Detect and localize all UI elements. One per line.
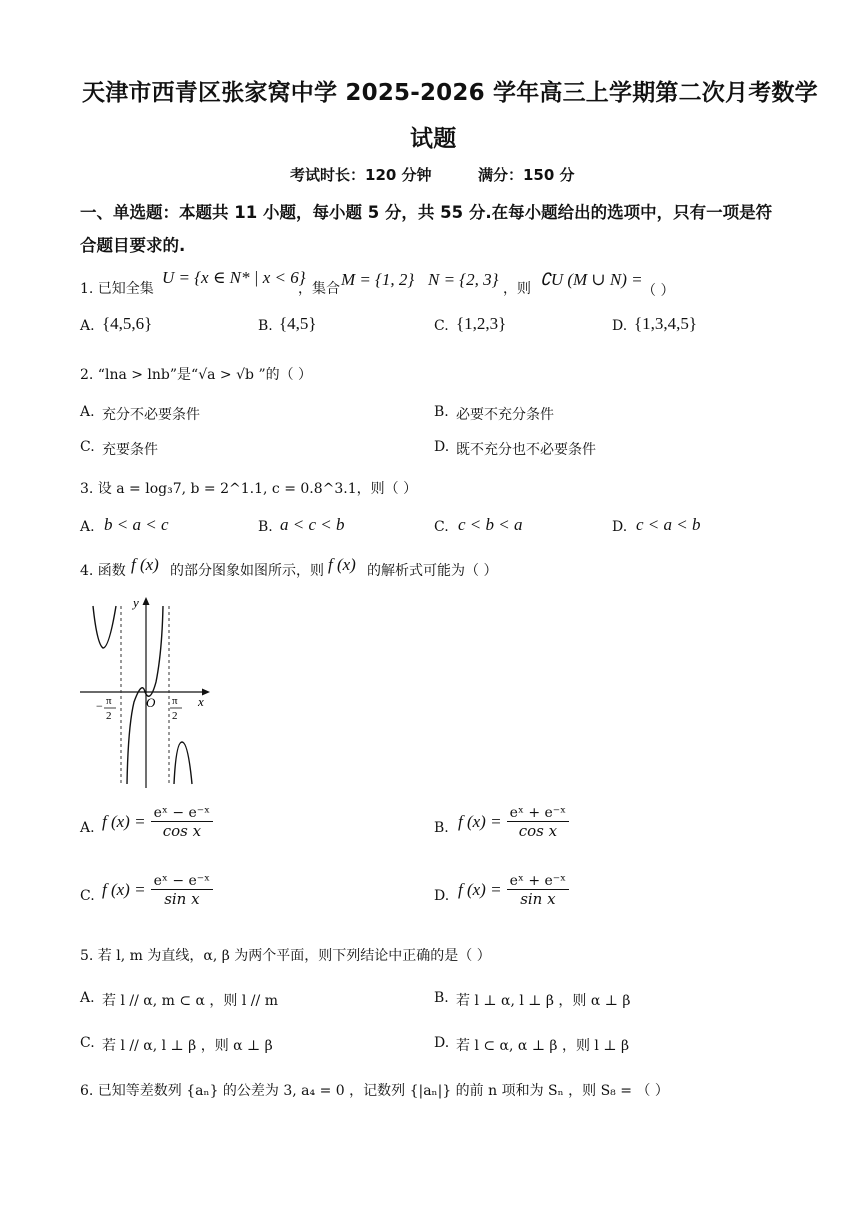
q5-option-d-text: 若 l ⊂ α, α ⊥ β ，则 l ⊥ β [456,1038,630,1054]
q1-option-b-text: {4,5} [279,314,317,333]
q1-stem-prefix: 1. 已知全集 [80,281,154,297]
origin-label: O [146,695,156,710]
q4-option-c-denominator: sin x [151,889,213,908]
right-two-label: 2 [172,710,178,722]
q4-option-c-numerator: eˣ − e⁻ˣ [153,873,211,889]
q3-option-c-text: c < b < a [458,515,523,534]
q3-option-b-label: B. [258,519,273,535]
q4-stem-c: 的解析式可能为（ ） [367,563,498,579]
q1-U-definition: U = {x ∈ N* | x < 6} [162,268,306,287]
q1-option-d-text: {1,3,4,5} [634,314,698,333]
q2-option-b-label: B. [434,404,449,420]
q1-option-b-label: B. [258,318,273,334]
exam-title-line1: 天津市西青区张家窝中学 2025-2026 学年高三上学期第二次月考数学 [82,80,818,106]
q3-option-a-label: A. [80,519,95,535]
q3-option-a-text: b < a < c [104,515,169,534]
q1-option-a-text: {4,5,6} [102,314,153,333]
q5-option-a-text: 若 l // α, m ⊂ α ，则 l // m [102,993,278,1009]
section-header-line2: 合题目要求的. [80,236,186,255]
q4-option-b-numerator: eˣ + e⁻ˣ [509,805,567,821]
q4-option-a-numerator: eˣ − e⁻ˣ [153,805,211,821]
q1-N-definition: N = {2, 3} [428,270,499,289]
q1-expression: ∁U (M ∪ N) = [540,270,643,289]
q2-option-b-text: 必要不充分条件 [456,407,554,423]
q4-option-a-label: A. [80,820,95,836]
q5-option-a-label: A. [80,990,95,1006]
q2-option-a-text: 充分不必要条件 [102,407,200,423]
q1-option-c-label: C. [434,318,449,334]
q3-option-d-text: c < a < b [636,515,701,534]
q4-option-d-lhs: f (x) = [458,880,502,899]
exam-title-line2: 试题 [410,126,457,152]
x-axis-label: x [198,694,204,709]
q4-fx-2: f (x) [328,555,356,574]
q1-tail-text: ，则 [503,281,531,297]
q2-option-c-label: C. [80,439,95,455]
q4-stem-a: 4. 函数 [80,563,126,579]
q4-fx-1: f (x) [131,555,159,574]
exam-duration: 考试时长：120 分钟 [290,166,432,184]
function-graph [76,592,214,788]
q1-option-a-label: A. [80,318,95,334]
left-pi-label: π [106,695,112,707]
q2-option-d-label: D. [434,439,450,455]
q3-option-d-label: D. [612,519,628,535]
q5-option-b-text: 若 l ⊥ α, l ⊥ β ，则 α ⊥ β [456,993,631,1009]
exam-score: 满分：150 分 [478,166,575,184]
q4-option-c-formula [102,873,213,908]
q4-stem-b: 的部分图象如图所示，则 [170,563,324,579]
q4-option-d-formula [458,873,569,908]
q5-option-c-label: C. [80,1035,95,1051]
q1-option-c-text: {1,2,3} [456,314,507,333]
q3-option-b-text: a < c < b [280,515,345,534]
right-pi-label: π [172,695,178,707]
q4-option-b-denominator: cos x [507,821,569,840]
q4-option-d-label: D. [434,888,450,904]
q1-M-definition: M = {1, 2} [341,270,415,289]
y-axis-arrow [143,597,150,605]
q4-option-b-lhs: f (x) = [458,812,502,831]
q4-option-a-denominator: cos x [151,821,213,840]
q4-option-a-lhs: f (x) = [102,812,146,831]
q4-option-a-formula [102,805,213,840]
curve-right-branch [174,742,192,784]
q2-option-c-text: 充要条件 [102,442,158,458]
q5-option-b-label: B. [434,990,449,1006]
q3-stem: 3. 设 a = log₃7, b = 2^1.1, c = 0.8^3.1，则（ ） [80,481,418,497]
q4-option-b-label: B. [434,820,449,836]
q1-mid-text: ，集合 [298,281,340,297]
q3-option-c-label: C. [434,519,449,535]
q5-option-c-text: 若 l // α, l ⊥ β ，则 α ⊥ β [102,1038,273,1054]
q4-option-d-denominator: sin x [507,889,569,908]
q5-option-d-label: D. [434,1035,450,1051]
curve-left-branch [93,606,116,648]
q4-option-c-lhs: f (x) = [102,880,146,899]
q2-stem: 2. “lna > lnb”是“√a > √b ”的（ ） [80,367,313,383]
q4-option-c-label: C. [80,888,95,904]
neg-sign-label: − [96,699,103,713]
q1-option-d-label: D. [612,318,628,334]
q2-option-a-label: A. [80,404,95,420]
curve-middle-branch [127,606,163,784]
y-axis-label: y [133,595,139,610]
q4-option-b-formula [458,805,569,840]
left-two-label: 2 [106,710,112,722]
q1-answer-paren: （ ） [642,283,675,299]
q6-stem: 6. 已知等差数列 {aₙ} 的公差为 3, a₄ = 0 ，记数列 {|aₙ|} 的前 n 项和为 Sₙ ，则 S₈ = （ ） [80,1083,669,1099]
section-header-line1: 一、单选题：本题共 11 小题，每小题 5 分，共 55 分.在每小题给出的选项中，只有一项是符 [80,203,773,222]
q4-option-d-numerator: eˣ + e⁻ˣ [509,873,567,889]
q5-stem: 5. 若 l, m 为直线，α, β 为两个平面，则下列结论中正确的是（ ） [80,948,491,964]
q2-option-d-text: 既不充分也不必要条件 [456,442,596,458]
